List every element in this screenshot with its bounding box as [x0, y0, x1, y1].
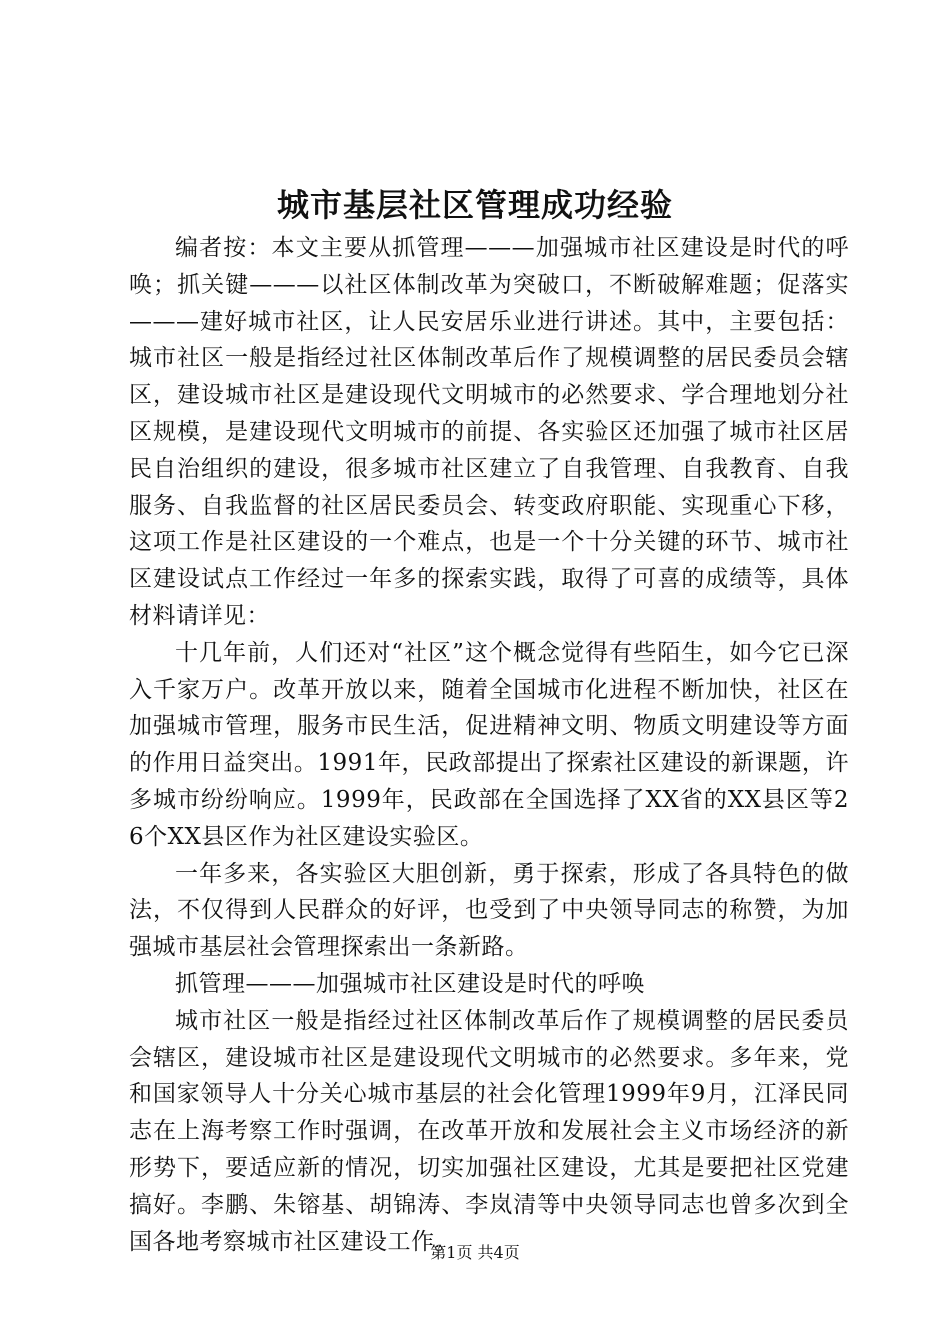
document-body — [129, 230, 849, 1260]
achievement-paragraph: 一年多来，各实验区大胆创新，勇于探索，形成了各具特色的做法，不仅得到人民群众的好评，也受到了中央领导同志的称赞，为加强城市基层社会管理探索出一条新路。 — [129, 860, 849, 961]
page-footer: 第1页 共4页 — [430, 1243, 520, 1262]
document-title: 城市基层社区管理成功经验 — [276, 186, 673, 224]
section-paragraph: 城市社区一般是指经过社区体制改革后作了规模调整的居民委员会辖区，建设城市社区是建设现代文明城市的必然要求。多年来，党和国家领导人十分关心城市基层的社会化管理1999年9月，江泽民同志在上海考察工作时强调，在改革开放和发展社会主义市场经济的新形势下，要适应新的情况，切实加强社区建设，尤其是要把社区党建搞好。李鹏、朱镕基、胡锦涛、李岚清等中央领导同志也曾多次到全国各地考察城市社区建设工作。 — [129, 1007, 849, 1255]
intro-paragraph: 十几年前，人们还对“社区”这个概念觉得有些陌生，如今它已深入千家万户。改革开放以来，随着全国城市化进程不断加快，社区在加强城市管理，服务市民生活，促进精神文明、物质文明建设等方面的作用日益突出。1991年，民政部提出了探索社区建设的新课题，许多城市纷纷响应。1999年，民政部在全国选择了XX省的XX县区等26个XX县区作为社区建设实验区。 — [129, 639, 849, 850]
editor-note-paragraph: 编者按：本文主要从抓管理———加强城市社区建设是时代的呼唤；抓关键———以社区体制改革为突破口，不断破解难题；促落实———建好城市社区，让人民安居乐业进行讲述。其中，主要包括：城市社区一般是指经过社区体制改革后作了规模调整的居民委员会辖区，建设城市社区是建设现代文明城市的必然要求、学合理地划分社区规模，是建设现代文明城市的前提、各实验区还加强了城市社区居民自治组织的建设，很多城市社区建立了自我管理、自我教育、自我服务、自我监督的社区居民委员会、转变政府职能、实现重心下移，这项工作是社区建设的一个难点，也是一个十分关键的环节、城市社区建设试点工作经过一年多的探索实践，取得了可喜的成绩等，具体材料请详见： — [129, 235, 849, 629]
section-heading: 抓管理———加强城市社区建设是时代的呼唤 — [175, 970, 645, 997]
